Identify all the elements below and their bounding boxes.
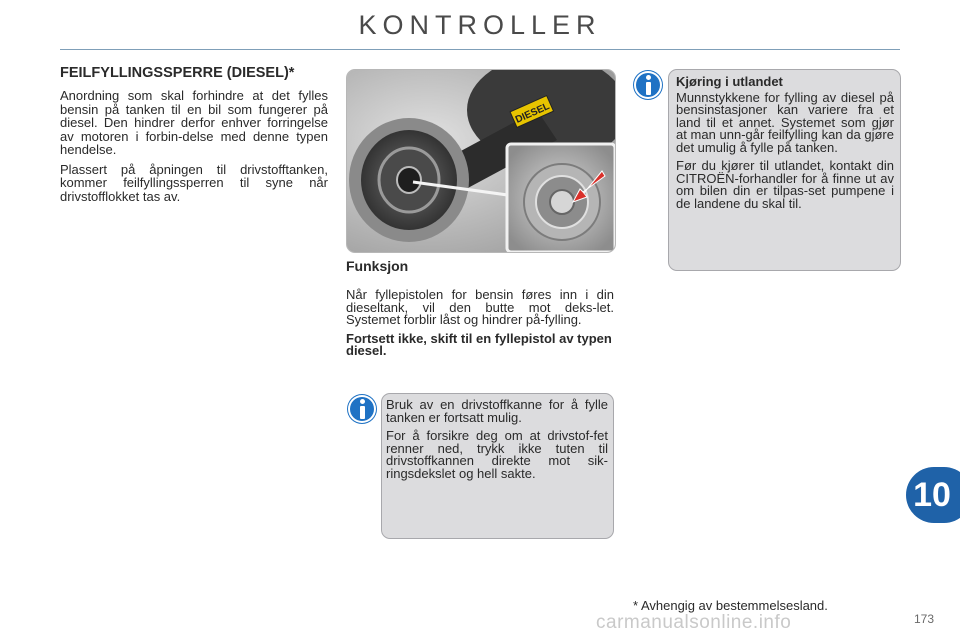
info-box-paragraph: Bruk av en drivstoffkanne for å fylle tanken er fortsatt mulig. [386, 397, 608, 425]
fuel-filler-photo [346, 69, 616, 253]
section-funksjon [346, 258, 614, 358]
funksjon-paragraph: Når fyllepistolen for bensin føres inn i din dieseltank, vil den butte mot deks-let. Systemet forblir låst og hindrer på-fylling. [346, 287, 614, 327]
info-icon [348, 395, 376, 423]
info-box-canister-text [386, 399, 608, 480]
info-box-title: Kjøring i utlandet [676, 74, 783, 89]
info-box-paragraph: Munnstykkene for fylling av diesel på bensinstasjoner kan variere fra et land til et annet. Systemet som gjør at man unn-går feilfylling kan da gjøre det umulig å fylle på tanken. [676, 89, 894, 155]
section-feilfyllingssperre [60, 66, 328, 203]
chapter-tab-number: 10 [913, 476, 951, 514]
location-paragraph: Plassert på åpningen til drivstofftanken, kommer feilfyllingssperren til syne når drivstofflokket tas av. [60, 161, 328, 204]
info-box-paragraph: For å forsikre deg om at drivstof-fet renner ned, trykk ikke tuten til drivstoffkannen direkte mot sik-ringsdekslet og hell sakte. [386, 428, 608, 481]
page-title: KONTROLLER [358, 10, 602, 40]
info-box-paragraph: Før du kjører til utlandet, kontakt din CITROËN-forhandler for å finne ut av om bilen din er tilpas-set pumpene i de landene du skal til. [676, 158, 894, 211]
page-number: 173 [914, 612, 935, 626]
info-icon [634, 71, 662, 99]
section-title: FEILFYLLINGSSPERRE (DIESEL)* [60, 65, 295, 81]
info-box-abroad-text [676, 76, 894, 210]
funksjon-warning: Fortsett ikke, skift til en fyllepistol av typen diesel. [346, 330, 612, 358]
footnote: * Avhengig av bestemmelsesland. [633, 598, 828, 613]
watermark: carmanualsonline.info [596, 612, 792, 633]
header-divider [60, 49, 900, 50]
funksjon-title: Funksjon [346, 258, 409, 274]
intro-paragraph: Anordning som skal forhindre at det fylles bensin på tanken til en bil som fungerer på diesel. Den hindrer derfor enhver forringelse av motoren i forbin-delse med denne typen hendelse. [60, 88, 328, 157]
svg-text:DIESEL: DIESEL [513, 100, 552, 126]
fuel-filler-illustration [347, 70, 615, 252]
